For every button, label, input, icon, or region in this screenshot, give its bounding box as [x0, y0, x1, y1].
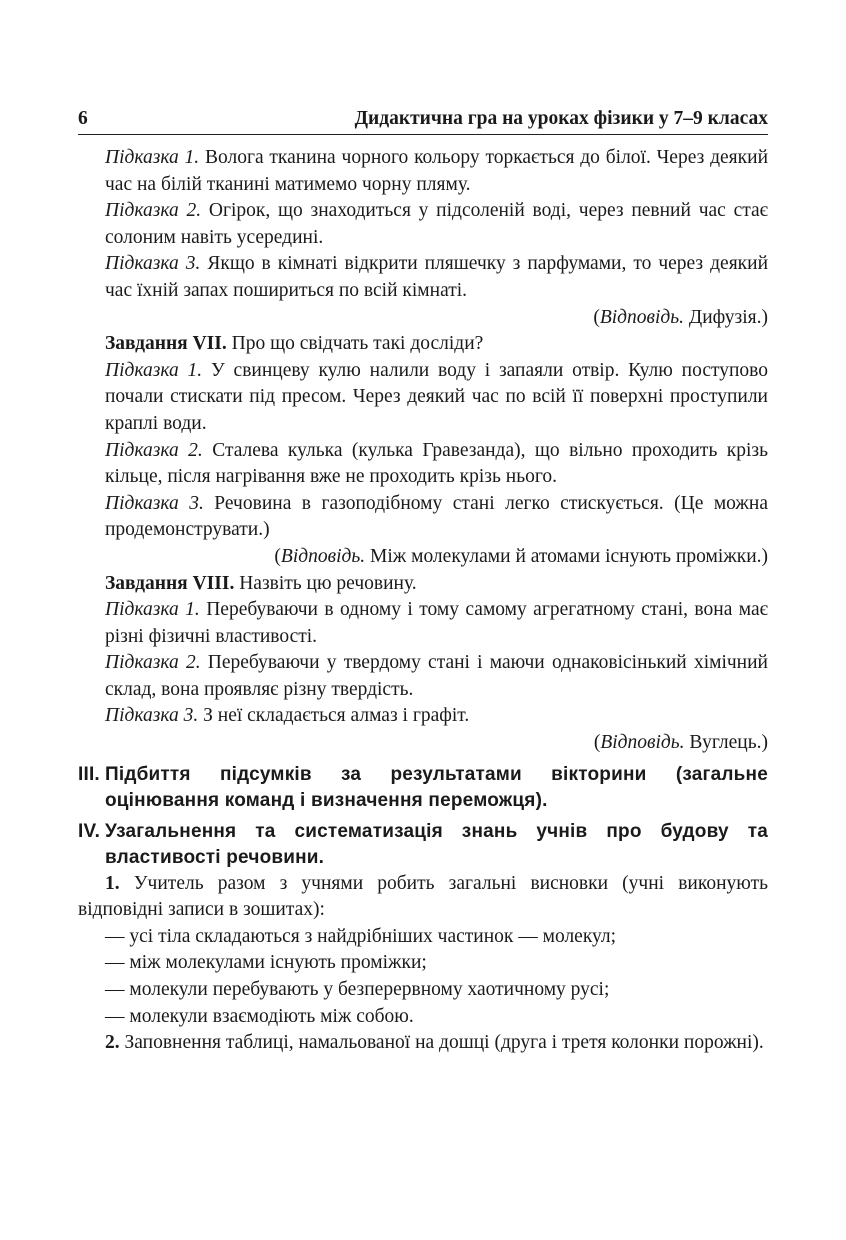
page-number: 6 — [78, 108, 88, 129]
hint-label: Підказка 3. — [105, 705, 199, 727]
answer-open-paren: ( — [593, 732, 601, 754]
answer-label: Відповідь. — [280, 545, 366, 567]
answer-line — [78, 305, 768, 332]
task-label: Завдання VII. — [105, 333, 227, 355]
hint-text: Якщо в кімнаті відкрити пляшечку з парфумами, то через деякий час їхній запах пошириться по всій кімнаті. — [105, 253, 769, 301]
hint-paragraph — [105, 597, 768, 650]
answer-label: Відповідь. — [600, 732, 685, 754]
answer-open-paren: ( — [593, 306, 600, 328]
answer-line — [78, 544, 768, 571]
item-number: 1. — [105, 872, 120, 894]
hint-text: Волога тканина чорного кольору торкається до білої. Через деякий час на білій тканині матимемо чорну пляму. — [105, 147, 768, 195]
hint-paragraph — [105, 198, 768, 251]
section-number: III. — [78, 763, 100, 785]
hint-text: Сталева кулька (кулька Гравезанда), що вільно проходить крізь кільце, після нагрівання вже не проходить крізь нього. — [105, 439, 768, 488]
hint-label: Підказка 2. — [105, 439, 203, 461]
section-number: IV. — [78, 820, 101, 842]
answer-line — [78, 730, 768, 757]
item-text: Учитель разом з учнями робить загальні висновки (учні виконують відповідні записи в зошитах): — [78, 872, 768, 921]
hint-label: Підказка 1. — [105, 147, 200, 168]
hint-label: Підказка 1. — [105, 599, 200, 621]
hint-text: З неї складається алмаз і графіт. — [198, 705, 470, 727]
hint-label: Підказка 1. — [105, 359, 203, 381]
task-label: Завдання VIII. — [105, 572, 235, 594]
hint-label: Підказка 2. — [105, 652, 201, 674]
list-item: — між молекулами існують проміжки; — [105, 952, 427, 974]
task-question: Про що свідчать такі досліди? — [226, 333, 484, 355]
hint-paragraph — [105, 145, 768, 198]
section-title: Підбиття підсумків за результатами вікторини (загальне оцінювання команд і визначення переможця). — [105, 763, 768, 811]
section-title: Узагальнення та систематизація знань учнів про будову та властивості речовини. — [105, 820, 768, 868]
answer-label: Відповідь. — [599, 306, 685, 328]
page-content — [78, 135, 768, 1057]
task-heading — [105, 571, 768, 598]
answer-text: Вуглець.) — [684, 732, 768, 754]
running-header — [78, 104, 768, 135]
item-number: 2. — [105, 1032, 120, 1054]
hint-text: Перебуваючи у твердому стані і маючи однаковісінький хімічний склад, вона проявляє різну твердість. — [105, 652, 768, 700]
section-heading-4 — [78, 819, 768, 871]
hint-paragraph — [105, 491, 768, 544]
answer-text: Дифузія.) — [684, 306, 768, 328]
numbered-item-1 — [78, 871, 768, 924]
book-page — [78, 104, 768, 1057]
section-heading-3 — [78, 762, 768, 814]
hint-label: Підказка 2. — [105, 200, 202, 222]
hint-paragraph — [105, 358, 768, 438]
hint-label: Підказка 3. — [105, 492, 204, 514]
hint-paragraph — [105, 438, 768, 491]
task-heading — [105, 331, 768, 358]
hint-text: Огірок, що знаходиться у підсоленій воді, через певний час стає солоним навіть усередині. — [105, 200, 769, 248]
hint-paragraph — [105, 251, 768, 304]
hint-text: Речовина в газоподібному стані легко стискується. (Це можна продемонструвати.) — [105, 492, 768, 541]
item-text: Заповнення таблиці, намальованої на дошці (друга і третя колонки порожні). — [119, 1032, 764, 1054]
answer-open-paren: ( — [274, 545, 281, 567]
hint-label: Підказка 3. — [105, 253, 201, 275]
hint-text: Перебуваючи в одному і тому самому агрегатному стані, вона має різні фізичні властивості. — [105, 599, 768, 647]
numbered-item-2 — [78, 1030, 768, 1057]
answer-text: Між молекулами й атомами існують проміжки.) — [365, 545, 768, 567]
hint-paragraph — [105, 703, 768, 730]
hint-paragraph — [105, 650, 768, 703]
list-item: — молекули взаємодіють між собою. — [105, 1005, 414, 1027]
hint-text: У свинцеву кулю налили воду і запаяли отвір. Кулю поступово почали стискати під пресом. Через деякий час по всій її поверхні проступили краплі води. — [105, 359, 769, 434]
task-question: Назвіть цю речовину. — [234, 572, 417, 594]
running-title: Дидактична гра на уроках фізики у 7–9 класах — [354, 108, 768, 129]
list-item: — молекули перебувають у безперервному хаотичному русі; — [105, 979, 610, 1001]
list-item: — усі тіла складаються з найдрібніших частинок — молекул; — [105, 925, 617, 947]
